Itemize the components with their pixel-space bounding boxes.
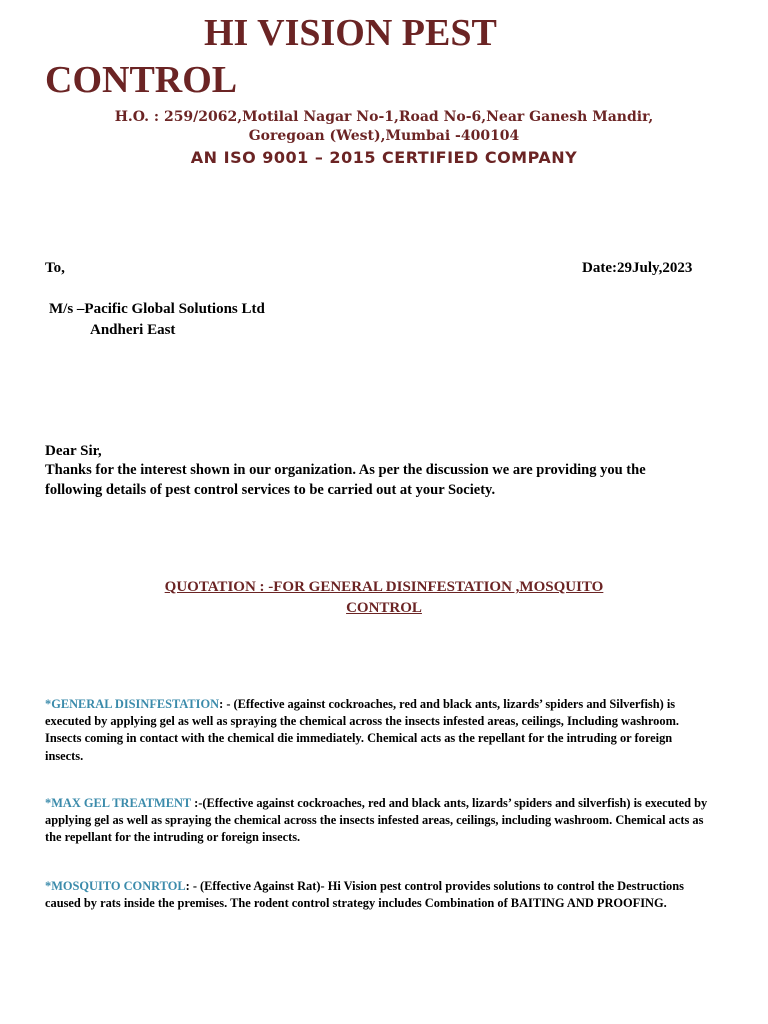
- service-general-disinfestation: [45, 696, 710, 765]
- service-description: : - (Effective against cockroaches, red and black ants, lizards’ spiders and Silverfish) is executed by applying gel as well as spraying the chemical across the insects infested areas, ceilings, Including washroom. Insects coming in contact with the chemical die immediately. Chemical acts as the repellant for the intruding or foreign insects.: [45, 697, 679, 763]
- salutation: Dear Sir,: [45, 443, 102, 459]
- service-title: *MAX GEL TREATMENT: [45, 796, 191, 810]
- letter-date: Date:29July,2023: [582, 260, 693, 276]
- to-label: To,: [45, 260, 65, 276]
- recipient-location: Andheri East: [90, 322, 176, 338]
- recipient-name: M/s –Pacific Global Solutions Ltd: [49, 301, 265, 317]
- company-name-line1: HI VISION PEST: [204, 12, 497, 54]
- service-mosquito-control: [45, 878, 710, 912]
- service-description: :-(Effective against cockroaches, red and black ants, lizards’ spiders and silverfish) is executed by applying gel as well as spraying the chemical across the insects infested areas, ceilings, including washroom. Chemical acts as the repellant for the intruding or foreign insects.: [45, 796, 708, 845]
- address-line2: Goregoan (West),Mumbai -400104: [248, 128, 520, 144]
- quotation-heading-line2: CONTROL: [346, 600, 422, 616]
- company-name-line2: CONTROL: [45, 59, 238, 101]
- address-line1: H.O. : 259/2062,Motilal Nagar No-1,Road No-6,Near Ganesh Mandir,: [114, 109, 654, 125]
- service-max-gel-treatment: [45, 795, 710, 847]
- service-description: : - (Effective Against Rat)- Hi Vision pest control provides solutions to control the Destructions caused by rats inside the premises. The rodent control strategy includes Combination of BAITING AND PROOFING.: [45, 879, 684, 911]
- certification-line: AN ISO 9001 – 2015 CERTIFIED COMPANY: [190, 148, 578, 167]
- service-title: *MOSQUITO CONRTOL: [45, 879, 186, 893]
- intro-paragraph: Thanks for the interest shown in our organization. As per the discussion we are providing you the following details of pest control services to be carried out at your Society.: [45, 462, 646, 498]
- quotation-heading-line1: QUOTATION : -FOR GENERAL DISINFESTATION ,MOSQUITO: [164, 579, 604, 595]
- service-title: *GENERAL DISINFESTATION: [45, 697, 220, 711]
